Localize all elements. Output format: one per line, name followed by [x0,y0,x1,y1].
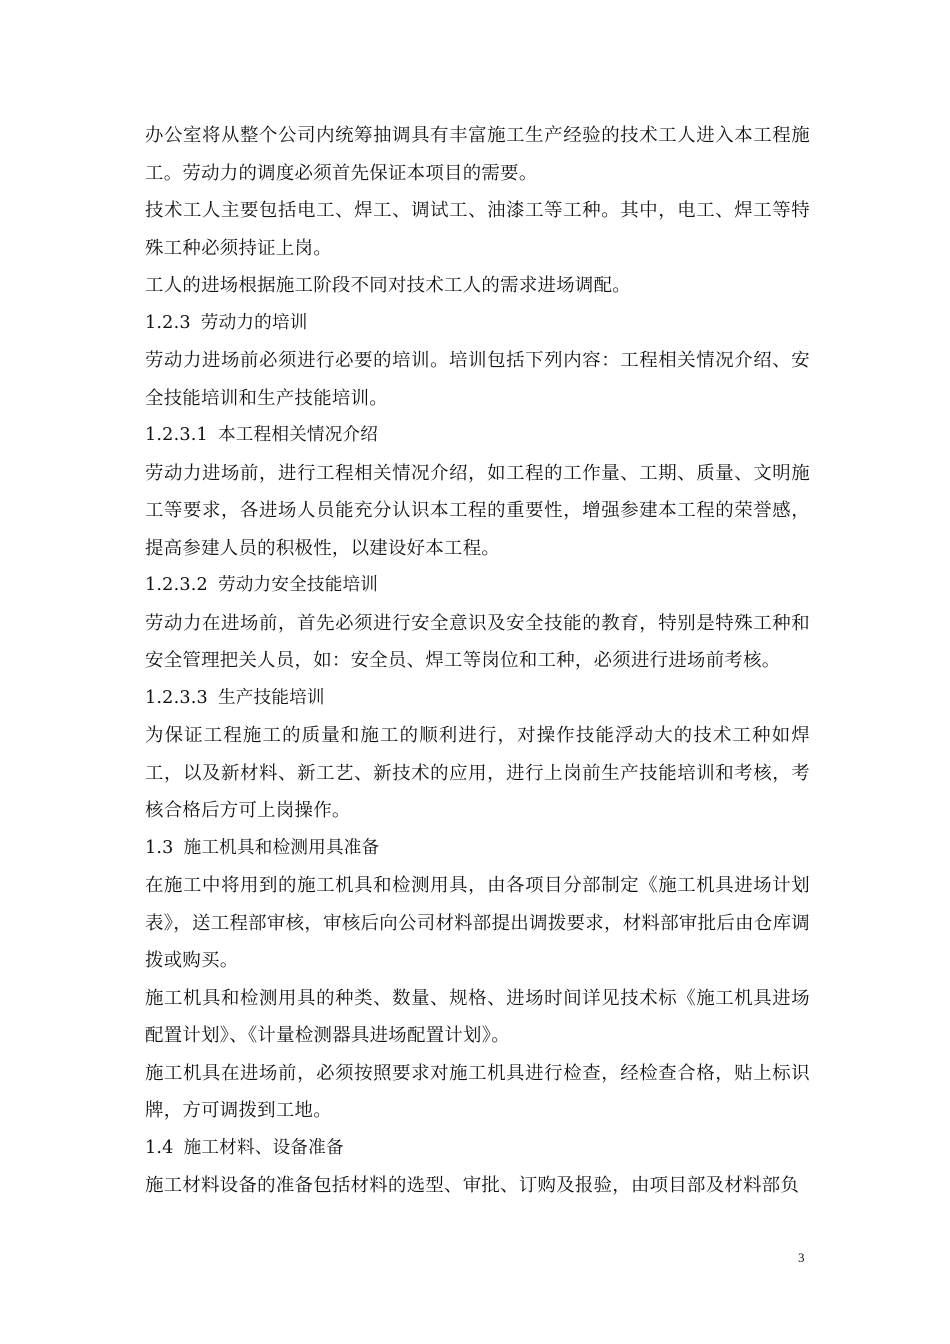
section-number: 1.3 [145,837,174,858]
section-number: 1.2.3.3 [145,687,208,708]
paragraph: 施工机具和检测用具的种类、数量、规格、进场时间详见技术标《施工机具进场配置计划》、《计量检测器具进场配置计划》。 [145,987,810,1046]
paragraph: 在施工中将用到的施工机具和检测用具，由各项目分部制定《施工机具进场计划表》，送工程部审核，审核后向公司材料部提出调拨要求，材料部审批后由仓库调拨或购买。 [145,875,810,971]
section-title: 施工机具和检测用具准备 [183,837,380,858]
section-number: 1.2.3.1 [145,425,208,445]
section-heading [145,1130,810,1168]
section-number: 1.2.3.2 [145,575,208,595]
section-title: 施工材料、设备准备 [183,1137,344,1158]
section-heading [145,680,810,718]
section-number: 1.4 [145,1137,174,1158]
section-title: 本工程相关情况介绍 [217,425,379,445]
paragraph: 为保证工程施工的质量和施工的顺利进行，对操作技能浮动大的技术工种如焊工，以及新材料、新工艺、新技术的应用，进行上岗前生产技能培训和考核，考核合格后方可上岗操作。 [145,725,810,821]
section-title: 生产技能培训 [217,687,325,708]
page-number: 3 [798,1250,805,1265]
paragraph: 办公室将从整个公司内统筹抽调具有丰富施工生产经验的技术工人进入本工程施工。劳动力的调度必须首先保证本项目的需要。 [145,125,810,184]
document-body [145,117,810,1205]
paragraph: 施工材料设备的准备包括材料的选型、审批、订购及报验，由项目部及材料部负 [145,1175,800,1196]
section-number: 1.2.3 [145,312,191,333]
section-heading [145,567,810,605]
paragraph: 劳动力在进场前，首先必须进行安全意识及安全技能的教育，特别是特殊工种和安全管理把关人员，如：安全员、焊工等岗位和工种，必须进行进场前考核。 [145,612,810,671]
section-title: 劳动力安全技能培训 [217,575,379,595]
section-heading [145,305,810,343]
paragraph: 劳动力进场前，进行工程相关情况介绍，如工程的工作量、工期、质量、文明施工等要求，各进场人员能充分认识本工程的重要性，增强参建本工程的荣誉感，提高参建人员的积极性，以建设好本工程。 [145,462,810,559]
paragraph: 施工机具在进场前，必须按照要求对施工机具进行检查，经检查合格，贴上标识牌，方可调拨到工地。 [145,1062,810,1121]
paragraph: 劳动力进场前必须进行必要的培训。培训包括下列内容：工程相关情况介绍、安全技能培训和生产技能培训。 [145,350,810,409]
section-heading [145,830,810,868]
paragraph: 工人的进场根据施工阶段不同对技术工人的需求进场调配。 [145,275,631,296]
section-title: 劳动力的培训 [200,312,308,333]
section-heading [145,417,810,455]
paragraph: 技术工人主要包括电工、焊工、调试工、油漆工等工种。其中，电工、焊工等特殊工种必须持证上岗。 [145,200,810,259]
